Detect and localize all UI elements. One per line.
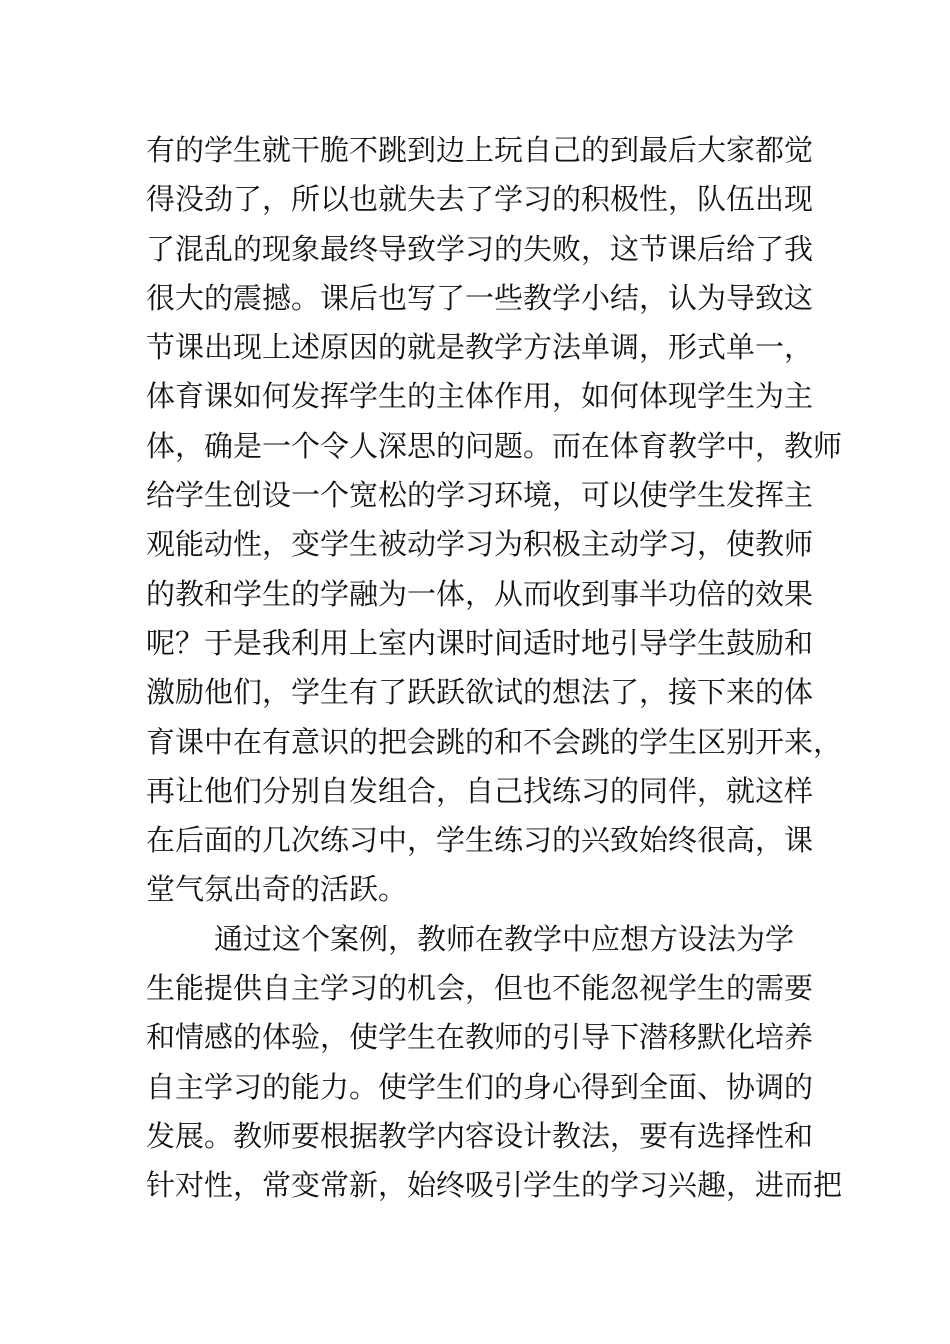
text-line-9: 观能动性，变学生被动学习为积极主动学习，使教师 — [146, 527, 814, 562]
text-line-7: 体，确是一个令人深思的问题。而在体育教学中，教师 — [146, 428, 843, 463]
text-line-1: 有的学生就干脆不跳到边上玩自己的到最后大家都觉 — [146, 133, 814, 167]
text-line-16: 堂气氛出奇的活跃。 — [146, 872, 408, 907]
text-line-22: 针对性，常变常新，始终吸引学生的学习兴趣，进而把 — [146, 1168, 843, 1203]
text-line-19: 和情感的体验，使学生在教师的引导下潜移默化培养 — [146, 1020, 814, 1055]
text-line-4: 很大的震撼。课后也写了一些教学小结，认为导致这 — [146, 280, 814, 315]
text-line-13: 育课中在有意识的把会跳的和不会跳的学生区别开来， — [146, 724, 843, 759]
text-line-3: 了混乱的现象最终导致学习的失败，这节课后给了我 — [146, 231, 814, 266]
text-line-10: 的教和学生的学融为一体，从而收到事半功倍的效果 — [146, 576, 814, 611]
text-line-8: 给学生创设一个宽松的学习环境，可以使学生发挥主 — [146, 478, 814, 513]
text-line-11: 呢？于是我利用上室内课时间适时地引导学生鼓励和 — [146, 625, 814, 660]
text-line-2: 得没劲了，所以也就失去了学习的积极性，队伍出现 — [146, 182, 814, 217]
text-line-20: 自主学习的能力。使学生们的身心得到全面、协调的 — [146, 1069, 814, 1104]
text-line-12: 激励他们，学生有了跃跃欲试的想法了，接下来的体 — [146, 675, 814, 710]
text-line-15: 在后面的几次练习中，学生练习的兴致始终很高，课 — [146, 823, 814, 858]
body-text — [146, 126, 846, 1211]
text-line-14: 再让他们分别自发组合，自己找练习的同伴，就这样 — [146, 773, 814, 808]
text-line-18: 生能提供自主学习的机会，但也不能忽视学生的需要 — [146, 971, 814, 1006]
text-line-21: 发展。教师要根据教学内容设计教法，要有选择性和 — [146, 1118, 814, 1153]
paragraph-start-line: 通过这个案例，教师在教学中应想方设法为学 — [214, 921, 795, 956]
text-line-6: 体育课如何发挥学生的主体作用，如何体现学生为主 — [146, 379, 814, 414]
text-line-5: 节课出现上述原因的就是教学方法单调，形式单一， — [146, 330, 814, 365]
